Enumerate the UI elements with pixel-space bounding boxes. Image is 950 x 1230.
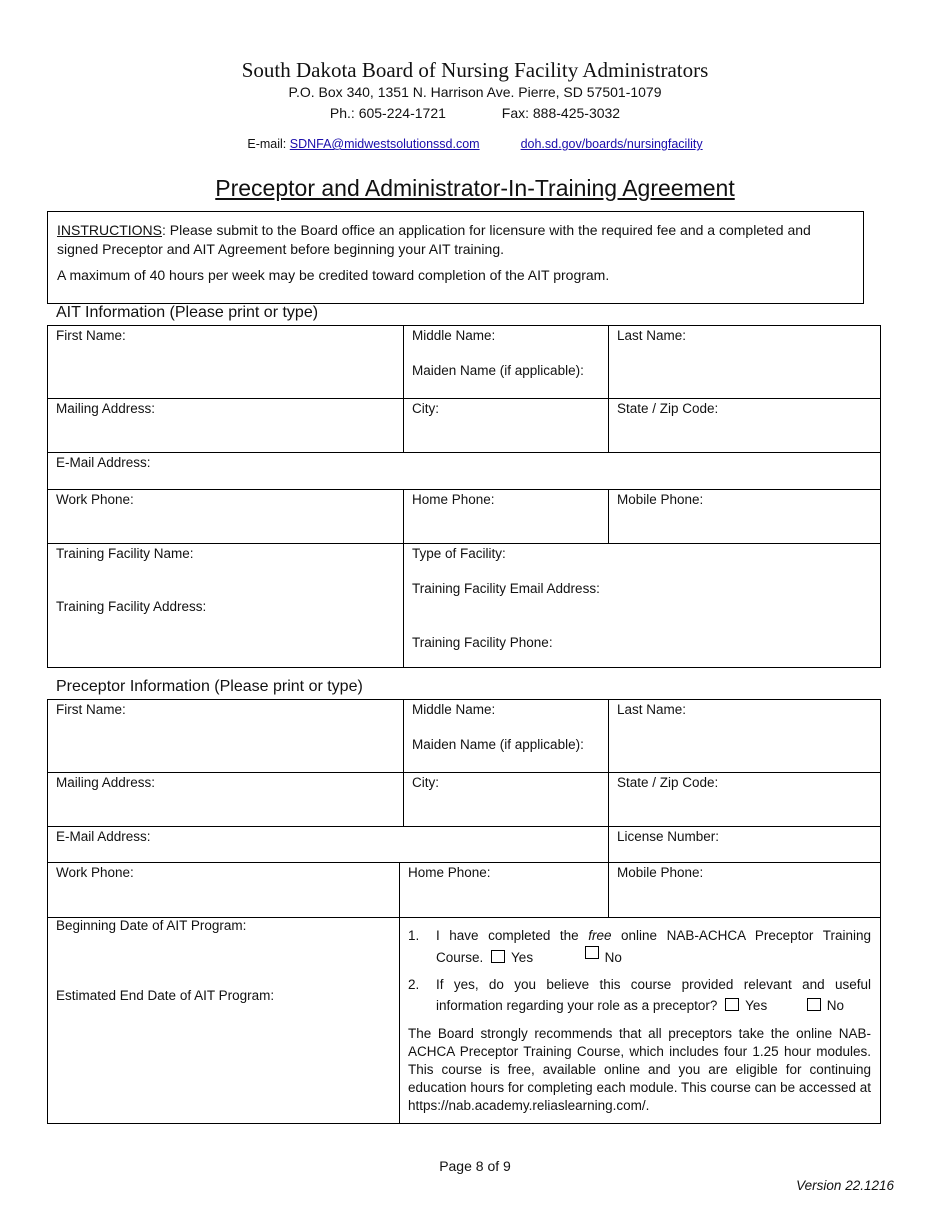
page-title: Preceptor and Administrator-In-Training Agreement	[215, 175, 735, 201]
question-2-text: If yes, do you believe this course provided relevant and useful information regarding your role as a preceptor?	[436, 977, 871, 1013]
ait-mobile-phone-field[interactable]	[609, 490, 881, 544]
end-date-label: Estimated End Date of AIT Program:	[56, 988, 275, 1003]
preceptor-info-table	[47, 699, 881, 1124]
instructions-box	[47, 211, 864, 304]
org-name: South Dakota Board of Nursing Facility Administrators	[241, 58, 709, 82]
ait-facility-details-field[interactable]	[404, 544, 881, 668]
preceptor-section-heading: Preceptor Information (Please print or type)	[56, 678, 363, 695]
ait-middle-name-field[interactable]	[404, 326, 609, 399]
ait-section-heading: AIT Information (Please print or type)	[56, 304, 319, 321]
ait-work-phone-label: Work Phone:	[56, 492, 134, 507]
preceptor-last-name-label: Last Name:	[617, 702, 687, 717]
preceptor-state-zip-field[interactable]	[609, 773, 881, 827]
preceptor-mobile-phone-field[interactable]	[609, 863, 881, 918]
ait-facility-field[interactable]	[48, 544, 404, 668]
ait-first-name-field[interactable]	[48, 326, 404, 399]
begin-date-label: Beginning Date of AIT Program:	[56, 918, 247, 933]
ait-facility-address-label: Training Facility Address:	[56, 599, 207, 614]
preceptor-middle-name-field[interactable]	[404, 700, 609, 773]
ait-mailing-address-label: Mailing Address:	[56, 401, 156, 416]
instructions-text: : Please submit to the Board office an application for licensure with the required fee and a completed and signed Preceptor and AIT Agreement before beginning your AIT training.	[57, 222, 811, 257]
ait-facility-phone-label: Training Facility Phone:	[412, 635, 553, 650]
ait-home-phone-label: Home Phone:	[412, 492, 495, 507]
preceptor-state-zip-label: State / Zip Code:	[617, 775, 719, 790]
preceptor-mobile-phone-label: Mobile Phone:	[617, 865, 704, 880]
preceptor-email-label: E-Mail Address:	[56, 829, 151, 844]
ait-first-name-label: First Name:	[56, 328, 126, 343]
question-1-text-pre: I have completed the	[436, 928, 589, 943]
q1-no-checkbox[interactable]	[585, 946, 599, 959]
ait-home-phone-field[interactable]	[404, 490, 609, 544]
q2-yes-label: Yes	[745, 998, 768, 1013]
question-2	[408, 974, 871, 1018]
email-label: E-mail:	[247, 137, 287, 151]
question-1-text-post: online NAB-ACHCA Preceptor Training Course.	[436, 928, 871, 965]
email-link[interactable]: SDNFA@midwestsolutionssd.com	[289, 137, 480, 151]
preceptor-last-name-field[interactable]	[609, 700, 881, 773]
preceptor-maiden-name-label: Maiden Name (if applicable):	[412, 737, 584, 752]
preceptor-program-dates-field[interactable]	[48, 918, 400, 1124]
org-fax: Fax: 888-425-3032	[501, 105, 621, 121]
preceptor-mailing-address-field[interactable]	[48, 773, 404, 827]
preceptor-first-name-field[interactable]	[48, 700, 404, 773]
preceptor-city-field[interactable]	[404, 773, 609, 827]
question-1-free: free	[588, 928, 612, 943]
preceptor-mailing-address-label: Mailing Address:	[56, 775, 156, 790]
org-phone: Ph.: 605-224-1721	[329, 105, 446, 121]
ait-mobile-phone-label: Mobile Phone:	[617, 492, 704, 507]
org-address: P.O. Box 340, 1351 N. Harrison Ave. Pierre, SD 57501-1079	[288, 84, 662, 100]
question-1-number: 1.	[408, 928, 420, 943]
q1-yes-label: Yes	[511, 950, 534, 965]
ait-work-phone-field[interactable]	[48, 490, 404, 544]
q2-no-checkbox[interactable]	[807, 998, 821, 1011]
preceptor-course-recommendation: The Board strongly recommends that all preceptors take the online NAB-ACHCA Preceptor Training Course, which includes four 1.25 hour modules. This course is free, available online and you are eligible for continuing education hours for completing each module. This course can be accessed at https://nab.academy.reliaslearning.com/.	[408, 1026, 871, 1113]
ait-middle-name-label: Middle Name:	[412, 328, 496, 343]
preceptor-middle-name-label: Middle Name:	[412, 702, 496, 717]
ait-info-table	[47, 325, 881, 668]
version-label: Version 22.1216	[796, 1178, 894, 1193]
question-1	[408, 925, 871, 969]
instructions-label: INSTRUCTIONS	[57, 222, 162, 238]
ait-maiden-name-label: Maiden Name (if applicable):	[412, 363, 584, 378]
org-contact	[0, 137, 950, 151]
ait-state-zip-label: State / Zip Code:	[617, 401, 719, 416]
ait-last-name-label: Last Name:	[617, 328, 687, 343]
ait-email-field[interactable]	[48, 453, 881, 490]
question-2-number: 2.	[408, 977, 420, 992]
preceptor-home-phone-field[interactable]	[400, 863, 609, 918]
instructions-note: A maximum of 40 hours per week may be credited toward completion of the AIT program.	[57, 267, 610, 283]
preceptor-city-label: City:	[412, 775, 439, 790]
ait-state-zip-field[interactable]	[609, 399, 881, 453]
preceptor-home-phone-label: Home Phone:	[408, 865, 491, 880]
ait-city-label: City:	[412, 401, 439, 416]
ait-last-name-field[interactable]	[609, 326, 881, 399]
q1-yes-checkbox[interactable]	[491, 950, 505, 963]
ait-facility-name-label: Training Facility Name:	[56, 546, 194, 561]
preceptor-first-name-label: First Name:	[56, 702, 126, 717]
q1-no-label: No	[604, 950, 622, 965]
preceptor-email-field[interactable]	[48, 827, 609, 863]
preceptor-training-questions	[400, 918, 881, 1124]
ait-facility-type-label: Type of Facility:	[412, 546, 506, 561]
q2-yes-checkbox[interactable]	[725, 998, 739, 1011]
ait-mailing-address-field[interactable]	[48, 399, 404, 453]
preceptor-license-number-label: License Number:	[617, 829, 720, 844]
page-number: Page 8 of 9	[439, 1158, 511, 1174]
ait-city-field[interactable]	[404, 399, 609, 453]
ait-email-label: E-Mail Address:	[56, 455, 151, 470]
preceptor-work-phone-label: Work Phone:	[56, 865, 134, 880]
preceptor-license-number-field[interactable]	[609, 827, 881, 863]
org-phones	[0, 105, 950, 121]
website-link[interactable]: doh.sd.gov/boards/nursingfacility	[520, 137, 703, 151]
ait-facility-email-label: Training Facility Email Address:	[412, 581, 600, 596]
q2-no-label: No	[826, 998, 844, 1013]
preceptor-work-phone-field[interactable]	[48, 863, 400, 918]
